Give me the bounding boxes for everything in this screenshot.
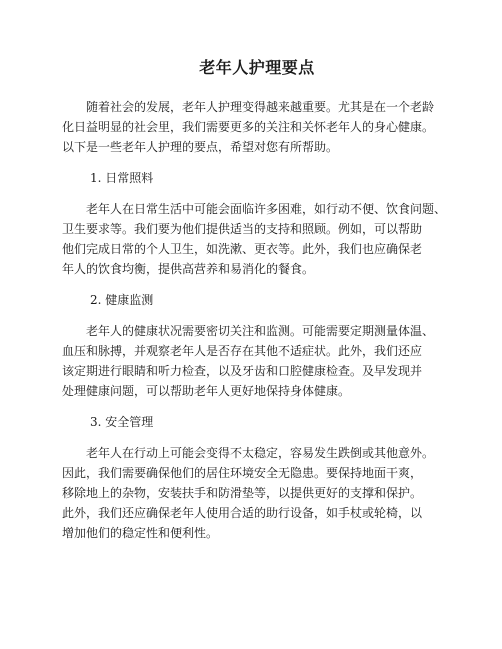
paragraph-line: 该定期进行眼睛和听力检查，以及牙齿和口腔健康检查。及早发现并	[62, 364, 423, 378]
intro-line: 化日益明显的社会里，我们需要更多的关注和关怀老年人的身心健康。	[62, 120, 435, 134]
paragraph-line: 老年人在行动上可能会变得不太稳定，容易发生跌倒或其他意外。	[86, 446, 435, 460]
paragraph-line: 卫生要求等。我们要为他们提供适当的支持和照顾。例如，可以帮助	[62, 222, 423, 236]
paragraph-line: 老年人在日常生活中可能会面临许多困难，如行动不便、饮食问题、	[86, 202, 447, 216]
paragraph-line: 移除地上的杂物，安装扶手和防滑垫等，以提供更好的支撑和保护。	[62, 486, 423, 500]
section-heading: 2. 健康监测	[90, 293, 154, 307]
document-title: 老年人护理要点	[199, 58, 315, 77]
paragraph-line: 此外，我们还应确保老年人使用合适的助行设备，如手杖或轮椅，以	[62, 506, 423, 520]
paragraph-line: 血压和脉搏，并观察老年人是否存在其他不适症状。此外，我们还应	[62, 344, 423, 358]
paragraph-line: 增加他们的稳定性和便利性。	[62, 526, 219, 540]
section-heading: 3. 安全管理	[90, 415, 154, 429]
section-paragraph	[62, 199, 452, 279]
intro-line: 随着社会的发展，老年人护理变得越来越重要。尤其是在一个老龄	[86, 100, 435, 114]
section-paragraph	[62, 443, 452, 543]
paragraph-line: 因此，我们需要确保他们的居住环境安全无隐患。要保持地面干爽，	[62, 466, 423, 480]
intro-line: 以下是一些老年人护理的要点，希望对您有所帮助。	[62, 140, 339, 154]
section-daily-care	[62, 168, 452, 279]
intro-paragraph	[62, 97, 452, 157]
paragraph-line: 老年人的健康状况需要密切关注和监测。可能需要定期测量体温、	[86, 324, 435, 338]
paragraph-line: 他们完成日常的个人卫生，如洗漱、更衣等。此外，我们也应确保老	[62, 242, 423, 256]
section-heading: 1. 日常照料	[90, 171, 154, 185]
section-safety-management	[62, 412, 452, 543]
section-paragraph	[62, 321, 452, 401]
paragraph-line: 年人的饮食均衡，提供高营养和易消化的餐食。	[62, 262, 315, 276]
paragraph-line: 处理健康问题，可以帮助老年人更好地保持身体健康。	[62, 384, 351, 398]
section-health-monitoring	[62, 290, 452, 401]
